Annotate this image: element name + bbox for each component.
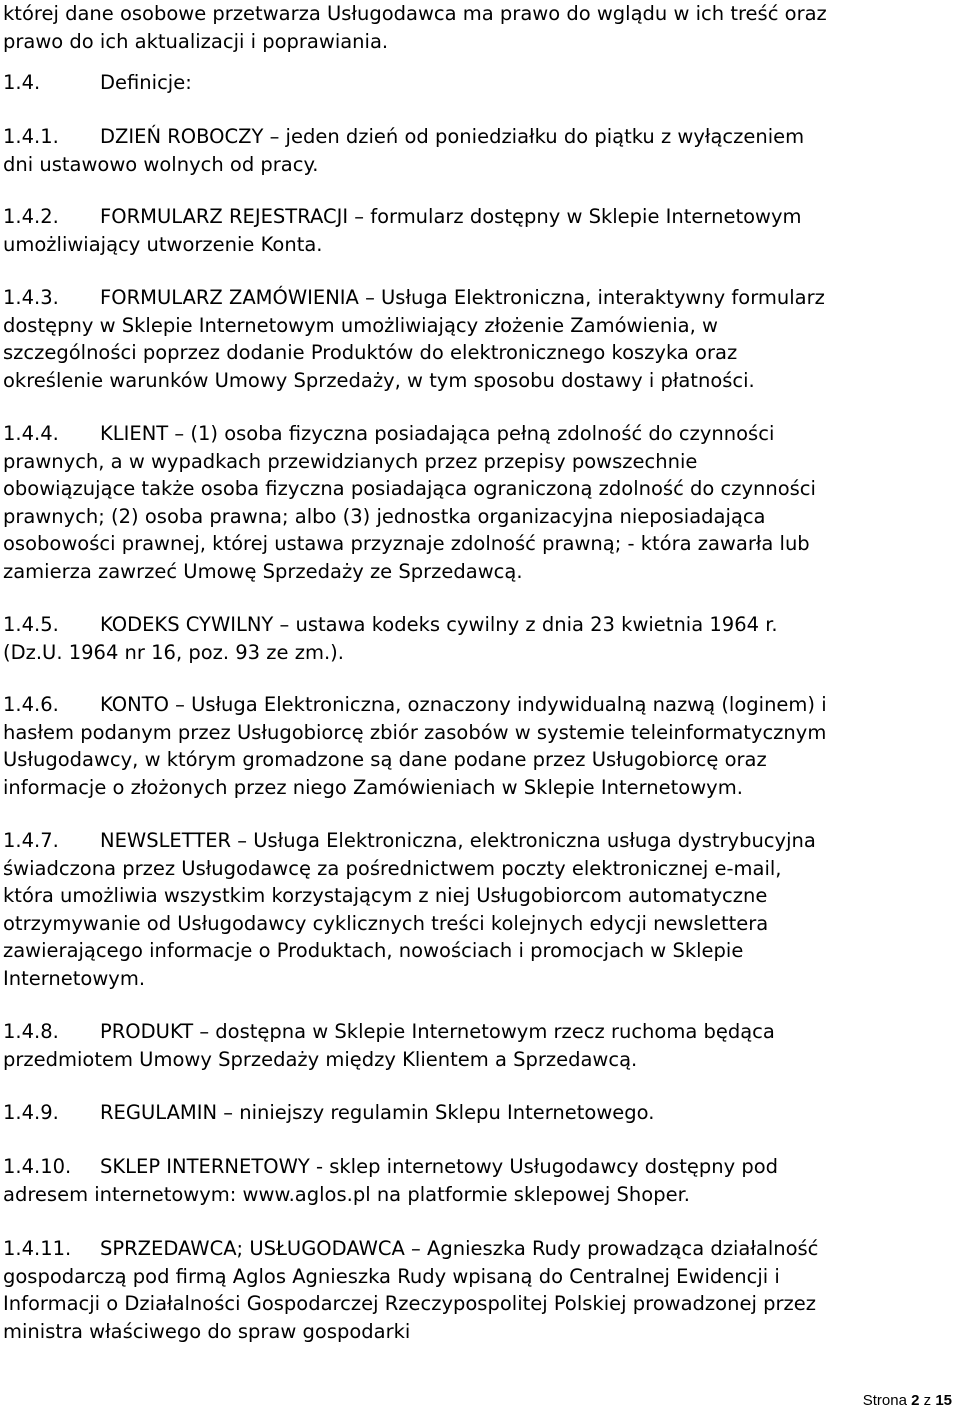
definition-line: przedmiotem Umowy Sprzedaży między Klientem a Sprzedawcą. — [3, 1047, 638, 1071]
definition-line: dni ustawowo wolnych od pracy. — [3, 152, 319, 176]
definition-1-4-3 — [3, 284, 955, 394]
intro-line: prawo do ich aktualizacji i poprawiania. — [3, 29, 389, 53]
definition-line: NEWSLETTER – Usługa Elektroniczna, elektroniczna usługa dystrybucyjna — [100, 829, 816, 852]
definition-line: (Dz.U. 1964 nr 16, poz. 93 ze zm.). — [3, 640, 344, 664]
definition-number: 1.4.2. — [3, 205, 59, 228]
definition-number: 1.4.8. — [3, 1020, 59, 1043]
definition-number: 1.4.10. — [3, 1155, 72, 1178]
definition-1-4-7 — [3, 827, 955, 993]
definition-1-4-11 — [3, 1235, 955, 1345]
definition-line: KODEKS CYWILNY – ustawa kodeks cywilny z dnia 23 kwietnia 1964 r. — [100, 613, 778, 636]
definition-line: świadczona przez Usługodawcę za pośrednictwem poczty elektronicznej e-mail, — [3, 856, 782, 880]
definition-1-4-6 — [3, 691, 955, 801]
definition-1-4-5 — [3, 611, 955, 666]
definition-number: 1.4.6. — [3, 693, 59, 716]
definition-number: 1.4.4. — [3, 422, 59, 445]
section-title: Definicje: — [100, 71, 192, 94]
definition-line: zamierza zawrzeć Umowę Sprzedaży ze Sprzedawcą. — [3, 559, 523, 583]
definition-line: obowiązujące także osoba fizyczna posiadająca ograniczoną zdolność do czynności — [3, 477, 816, 501]
definition-line: FORMULARZ ZAMÓWIENIA – Usługa Elektroniczna, interaktywny formularz — [100, 286, 825, 309]
definition-line: zawierającego informacje o Produktach, nowościach i promocjach w Sklepie — [3, 939, 744, 963]
definition-line: Internetowym. — [3, 966, 146, 990]
definition-number: 1.4.5. — [3, 613, 59, 636]
definition-1-4-10 — [3, 1153, 955, 1208]
definition-number: 1.4.1. — [3, 125, 59, 148]
page-total: 15 — [935, 1392, 952, 1409]
definition-line: informacje o złożonych przez niego Zamówieniach w Sklepie Internetowym. — [3, 775, 743, 799]
definition-line: prawnych, a w wypadkach przewidzianych przez przepisy powszechnie — [3, 449, 698, 473]
definition-1-4-2 — [3, 203, 955, 258]
definition-line: REGULAMIN – niniejszy regulamin Sklepu Internetowego. — [100, 1101, 655, 1124]
definition-line: szczególności poprzez dodanie Produktów do elektronicznego koszyka oraz — [3, 341, 738, 365]
definition-line: FORMULARZ REJESTRACJI – formularz dostępny w Sklepie Internetowym — [100, 205, 802, 228]
section-heading — [3, 69, 955, 97]
definition-1-4-4 — [3, 420, 955, 586]
definition-line: adresem internetowym: www.aglos.pl na platformie sklepowej Shoper. — [3, 1182, 691, 1206]
definition-line: która umożliwia wszystkim korzystającym z niej Usługobiorcom automatyczne — [3, 884, 768, 908]
definition-number: 1.4.9. — [3, 1101, 59, 1124]
definition-number: 1.4.3. — [3, 286, 59, 309]
page-footer — [863, 1392, 952, 1410]
definition-line: otrzymywanie od Usługodawcy cyklicznych treści kolejnych edycji newslettera — [3, 911, 769, 935]
page-number: 2 — [911, 1392, 920, 1409]
definition-line: umożliwiający utworzenie Konta. — [3, 232, 323, 256]
definition-line: hasłem podanym przez Usługobiorcę zbiór zasobów w systemie teleinformatycznym — [3, 720, 827, 744]
definition-1-4-9 — [3, 1099, 955, 1127]
definition-line: gospodarczą pod firmą Aglos Agnieszka Rudy wpisaną do Centralnej Ewidencji i — [3, 1264, 780, 1288]
intro-paragraph — [3, 0, 955, 55]
definition-1-4-1 — [3, 123, 955, 178]
definition-line: SPRZEDAWCA; USŁUGODAWCA – Agnieszka Rudy prowadząca działalność — [100, 1237, 819, 1260]
definition-line: ministra właściwego do spraw gospodarki — [3, 1319, 411, 1343]
definition-line: określenie warunków Umowy Sprzedaży, w tym sposobu dostawy i płatności. — [3, 368, 755, 392]
definition-line: prawnych; (2) osoba prawna; albo (3) jednostka organizacyjna nieposiadająca — [3, 504, 766, 528]
intro-line: której dane osobowe przetwarza Usługodawca ma prawo do wglądu w ich treść oraz — [3, 2, 827, 25]
section-number: 1.4. — [3, 71, 41, 94]
definition-line: KLIENT – (1) osoba fizyczna posiadająca pełną zdolność do czynności — [100, 422, 775, 445]
definition-line: Usługodawcy, w którym gromadzone są dane podane przez Usługobiorcę oraz — [3, 748, 767, 772]
definition-number: 1.4.11. — [3, 1237, 72, 1260]
definition-number: 1.4.7. — [3, 829, 59, 852]
definition-1-4-8 — [3, 1018, 955, 1073]
definition-line: SKLEP INTERNETOWY - sklep internetowy Usługodawcy dostępny pod — [100, 1155, 779, 1178]
page-of-label: z — [923, 1392, 932, 1409]
definition-line: Informacji o Działalności Gospodarczej Rzeczypospolitej Polskiej prowadzonej przez — [3, 1292, 816, 1316]
definition-line: osobowości prawnej, której ustawa przyznaje zdolność prawną; - która zawarła lub — [3, 532, 810, 556]
definition-line: dostępny w Sklepie Internetowym umożliwiający złożenie Zamówienia, w — [3, 313, 718, 337]
definition-line: DZIEŃ ROBOCZY – jeden dzień od poniedziałku do piątku z wyłączeniem — [100, 125, 805, 148]
page-footer-label: Strona — [862, 1392, 907, 1409]
definition-line: PRODUKT – dostępna w Sklepie Internetowym rzecz ruchoma będąca — [100, 1020, 775, 1043]
definition-line: KONTO – Usługa Elektroniczna, oznaczony indywidualną nazwą (loginem) i — [100, 693, 827, 716]
